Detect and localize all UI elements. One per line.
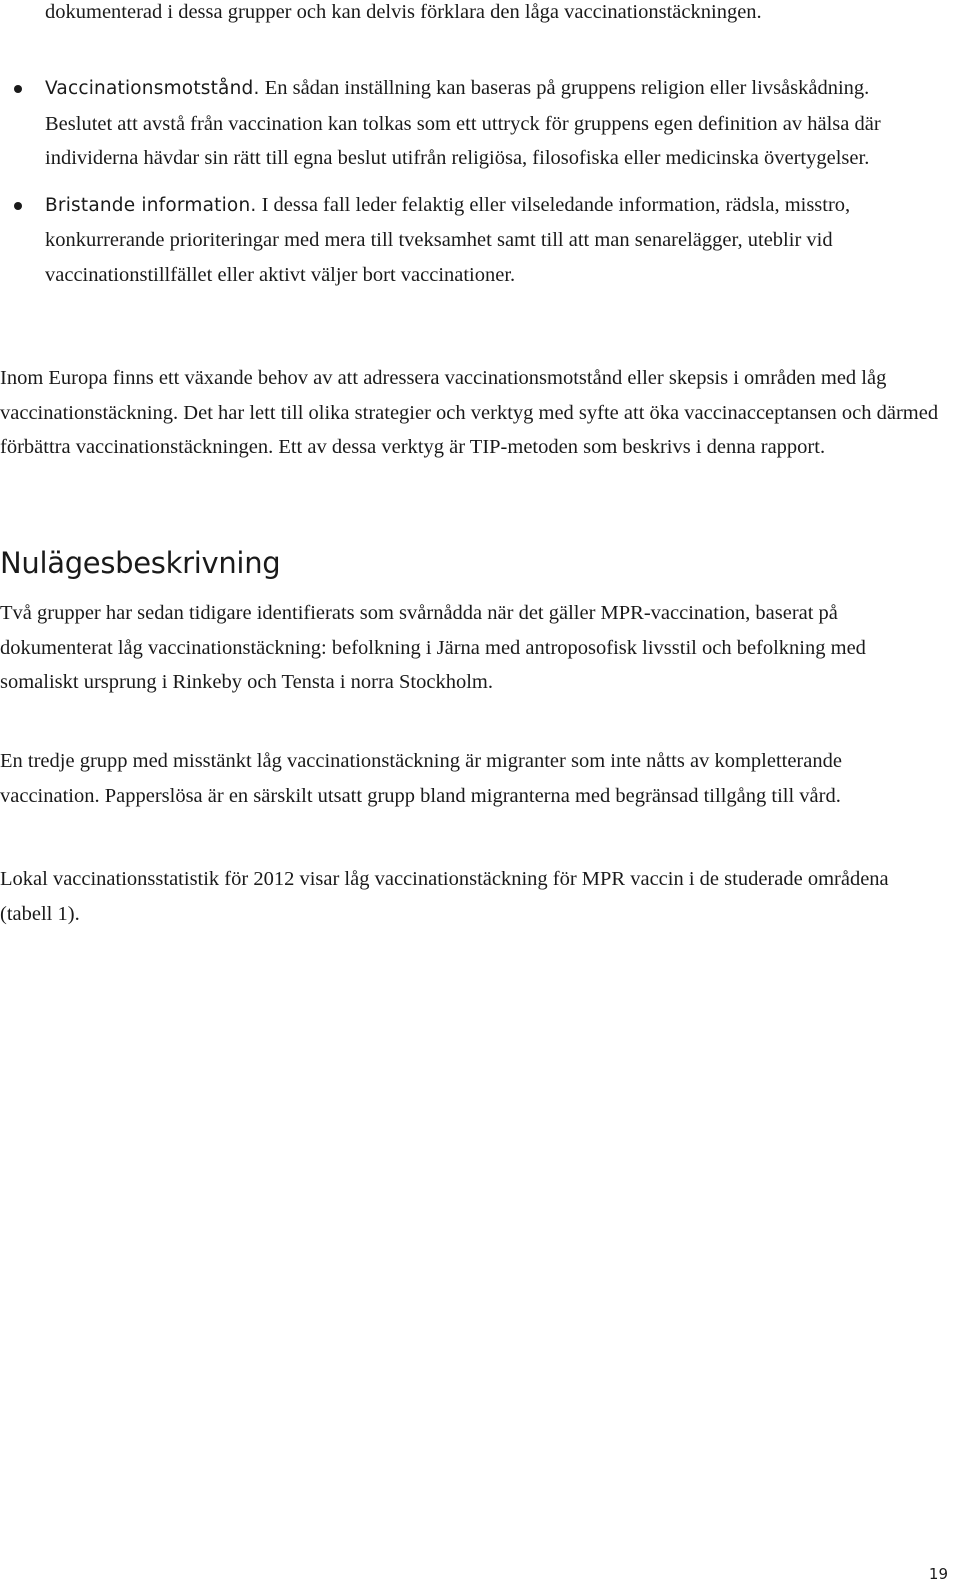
bullet-text: En sådan inställning kan baseras på gruppens religion eller livsåskådning. Beslutet att avstå från vaccination kan tolkas som ett uttryck för gruppens egen definition av hälsa där individerna hävdar sin rätt till egna beslut utifrån religiösa, filosofiska eller medicinska övertygelser. [45, 77, 881, 169]
paragraph-groups: Två grupper har sedan tidigare identifierats som svårnådda när det gäller MPR-vaccination, baserat på dokumenterat låg vaccinationstäckning: befolkning i Järna med antroposofisk livsstil och befolkning med somaliskt ursprung i Rinkeby och Tensta i norra Stockholm. [0, 602, 866, 693]
bullet-item-vaccinationsmotstand [0, 71, 940, 176]
paragraph-migrants: En tredje grupp med misstänkt låg vaccinationstäckning är migranter som inte nåtts av kompletterande vaccination. Papperslösa är en särskilt utsatt grupp bland migranterna med begränsad tillgång till vård. [0, 750, 842, 807]
paragraph-statistics: Lokal vaccinationsstatistik för 2012 visar låg vaccinationstäckning för MPR vaccin i de studerade områdena (tabell 1). [0, 868, 889, 925]
continuation-text: dokumenterad i dessa grupper och kan delvis förklara den låga vaccinationstäckningen. [45, 1, 762, 23]
section-heading: Nulägesbeskrivning [0, 546, 281, 580]
bullet-list [0, 71, 940, 304]
page-number: 19 [928, 1565, 948, 1583]
bullet-text: I dessa fall leder felaktig eller vilseledande information, rädsla, misstro, konkurrerande prioriteringar med mera till tveksamhet samt till att man senarelägger, uteblir vid vaccinationstillfället eller aktivt väljer bort vaccinationer. [45, 193, 851, 286]
paragraph-europe: Inom Europa finns ett växande behov av att adressera vaccinationsmotstånd eller skepsis i områden med låg vaccinationstäckning. Det har lett till olika strategier och verktyg med syfte att öka vaccinacceptansen och därmed förbättra vaccinationstäckningen. Ett av dessa verktyg är TIP-metoden som beskrivs i denna rapport. [0, 367, 939, 458]
bullet-lead: Bristande information. [45, 194, 257, 216]
bullet-item-bristande-information [0, 188, 940, 293]
bullet-dot-icon [14, 202, 22, 210]
bullet-dot-icon [14, 85, 22, 93]
bullet-lead: Vaccinationsmotstånd. [45, 78, 260, 99]
